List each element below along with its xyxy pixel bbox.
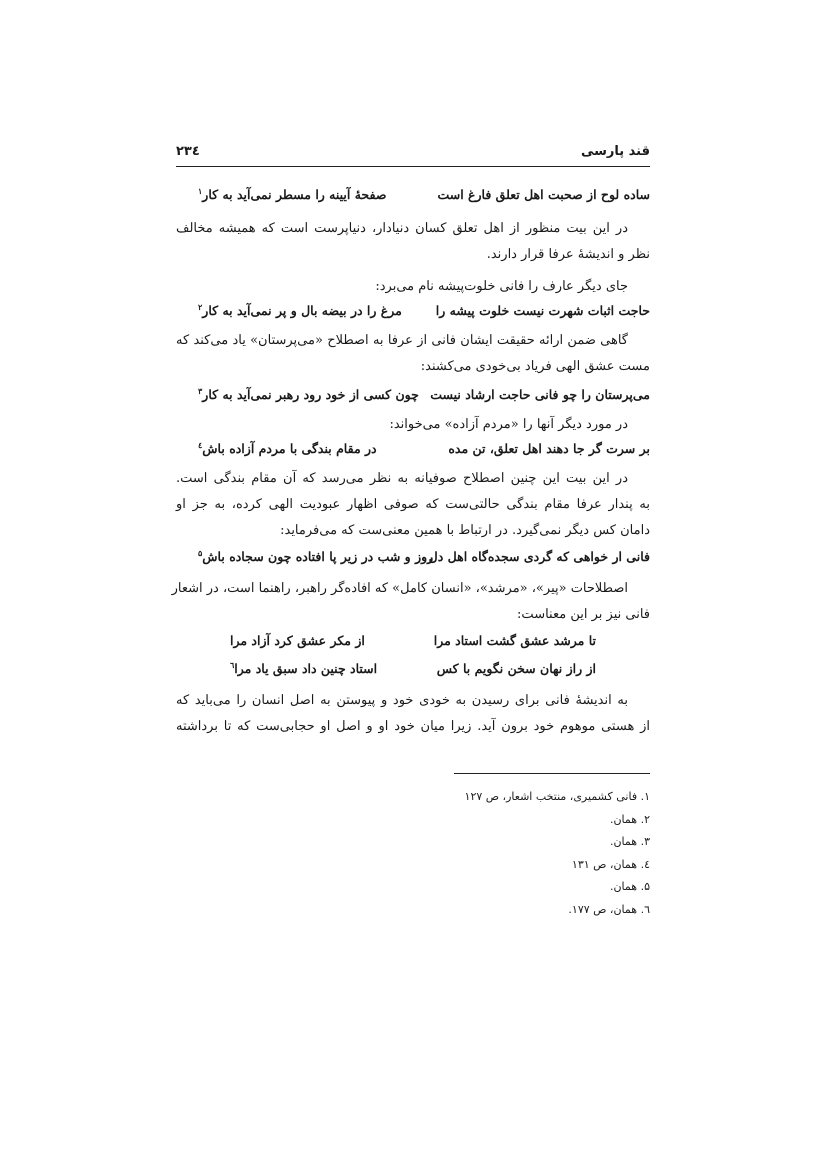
- verse-hemistich-first: فانی ار خواهی که گردی سجده‌گاه اهل دل: [428, 549, 650, 564]
- footnote-item: ٤. همان، ص ۱۳۱: [571, 857, 650, 871]
- footnote-ref: ۲: [198, 301, 203, 312]
- verse-hemistich-first: حاجت اثبات شهرت نیست خلوت پیشه را: [435, 303, 650, 318]
- footnote-ref: ٦: [230, 659, 235, 670]
- verse-couplet: [230, 628, 596, 654]
- verse-couplet: [198, 182, 650, 208]
- footnote-item: ٦. همان، ص ۱۷۷.: [568, 902, 650, 916]
- running-header: [176, 140, 650, 167]
- paragraph-line: به پندار عرفا مقام بندگی حالتی‌ست که صوفی اظهار عبودیت الهی کرده، به جز او: [176, 497, 650, 512]
- footnotes: [176, 786, 650, 921]
- verse-hemistich-second: از مکر عشق کرد آزاد مرا: [230, 633, 365, 648]
- verse-hemistich-second: استاد چنین داد سبق یاد مرا$^٦$: [230, 659, 378, 676]
- paragraph-line: نظر و اندیشهٔ عرفا قرار دارند.: [486, 247, 650, 262]
- verse-hemistich-second: صفحهٔ آیینه را مسطر نمی‌آید به کار$^۱$: [198, 185, 387, 202]
- verse-couplet: [198, 298, 650, 324]
- paragraph-line: اصطلاحات «پیر»، «مرشد»، «انسان کامل» که افاده‌گر راهبر، راهنما است، در اشعار: [171, 581, 628, 596]
- footnote-item: ۱. فانی کشمیری، منتخب اشعار، ص ۱۲۷: [464, 790, 650, 803]
- verse-hemistich-first: بر سرت گر جا دهند اهل تعلق، تن مده: [448, 441, 650, 456]
- journal-title: قند پارسی: [580, 144, 650, 159]
- verse-hemistich-second: روز و شب در زیر پا افتاده چون سجاده باش$^۵$: [198, 547, 434, 564]
- footnote-ref: ٤: [198, 439, 203, 450]
- verse-hemistich-first: ساده لوح از صحبت اهل تعلق فارغ است: [437, 187, 650, 202]
- verse-couplet: [230, 656, 596, 682]
- paragraph-line: گاهی ضمن ارائه حقیقت ایشان فانی از عرفا به اصطلاح «می‌پرستان» یاد می‌کند که: [176, 333, 628, 348]
- paragraph-line: در این بیت این چنین اصطلاح صوفیانه به نظر می‌رسد که آن مقام بندگی است.: [176, 471, 628, 486]
- footnote-ref: ۱: [198, 185, 203, 196]
- verse-hemistich-first: از راز نهان سخن نگویم با کس: [436, 661, 596, 676]
- footnote-item: ۲. همان.: [609, 812, 650, 826]
- paragraph-line: در مورد دیگر آنها را «مردم آزاده» می‌خواند:: [389, 417, 628, 432]
- verse-hemistich-first: تا مرشد عشق گشت استاد مرا: [433, 633, 596, 648]
- verse-hemistich-second: در مقام بندگی با مردم آزاده باش$^٤$: [198, 439, 377, 456]
- paragraph-line: فانی نیز بر این معناست:: [517, 607, 650, 622]
- page-number: ۲۳٤: [176, 144, 200, 159]
- verse-couplet: [198, 544, 650, 570]
- footnote-item: ۳. همان.: [609, 835, 650, 848]
- paragraph-line: جای دیگر عارف را فانی خلوت‌پیشه نام می‌برد:: [375, 279, 628, 294]
- paragraph-line: مست عشق الهی فریاد بی‌خودی می‌کشند:: [420, 359, 650, 374]
- verse-hemistich-second: چون کسی از خود رود رهبر نمی‌آید به کار$^۳$: [198, 385, 419, 402]
- verse-hemistich-second: مرغ را در بیضه بال و پر نمی‌آید به کار$^۲$: [198, 301, 402, 318]
- paragraph-line: از هستی موهوم خود برون آید. زیرا میان خود او و اصل او حجابی‌ست که تا برداشته: [176, 719, 650, 734]
- footnote-ref: ۵: [198, 547, 203, 558]
- verse-couplet: [198, 436, 650, 462]
- paragraph-line: به اندیشهٔ فانی برای رسیدن به خودی خود و پیوستن به اصل انسان را می‌باید که: [176, 693, 628, 708]
- paragraph-line: در این بیت منظور از اهل تعلق کسان دنیادار، دنیاپرست است که همیشه مخالف: [176, 221, 628, 236]
- footnote-divider: [454, 773, 650, 774]
- footnote-ref: ۳: [198, 385, 203, 396]
- paragraph-line: دامان کس دیگر نمی‌گیرد. در ارتباط با همین معنی‌ست که می‌فرماید:: [280, 523, 650, 538]
- verse-hemistich-first: می‌پرستان را چو فانی حاجت ارشاد نیست: [430, 387, 650, 402]
- verse-couplet: [198, 382, 650, 408]
- footnote-item: ۵. همان.: [609, 880, 650, 893]
